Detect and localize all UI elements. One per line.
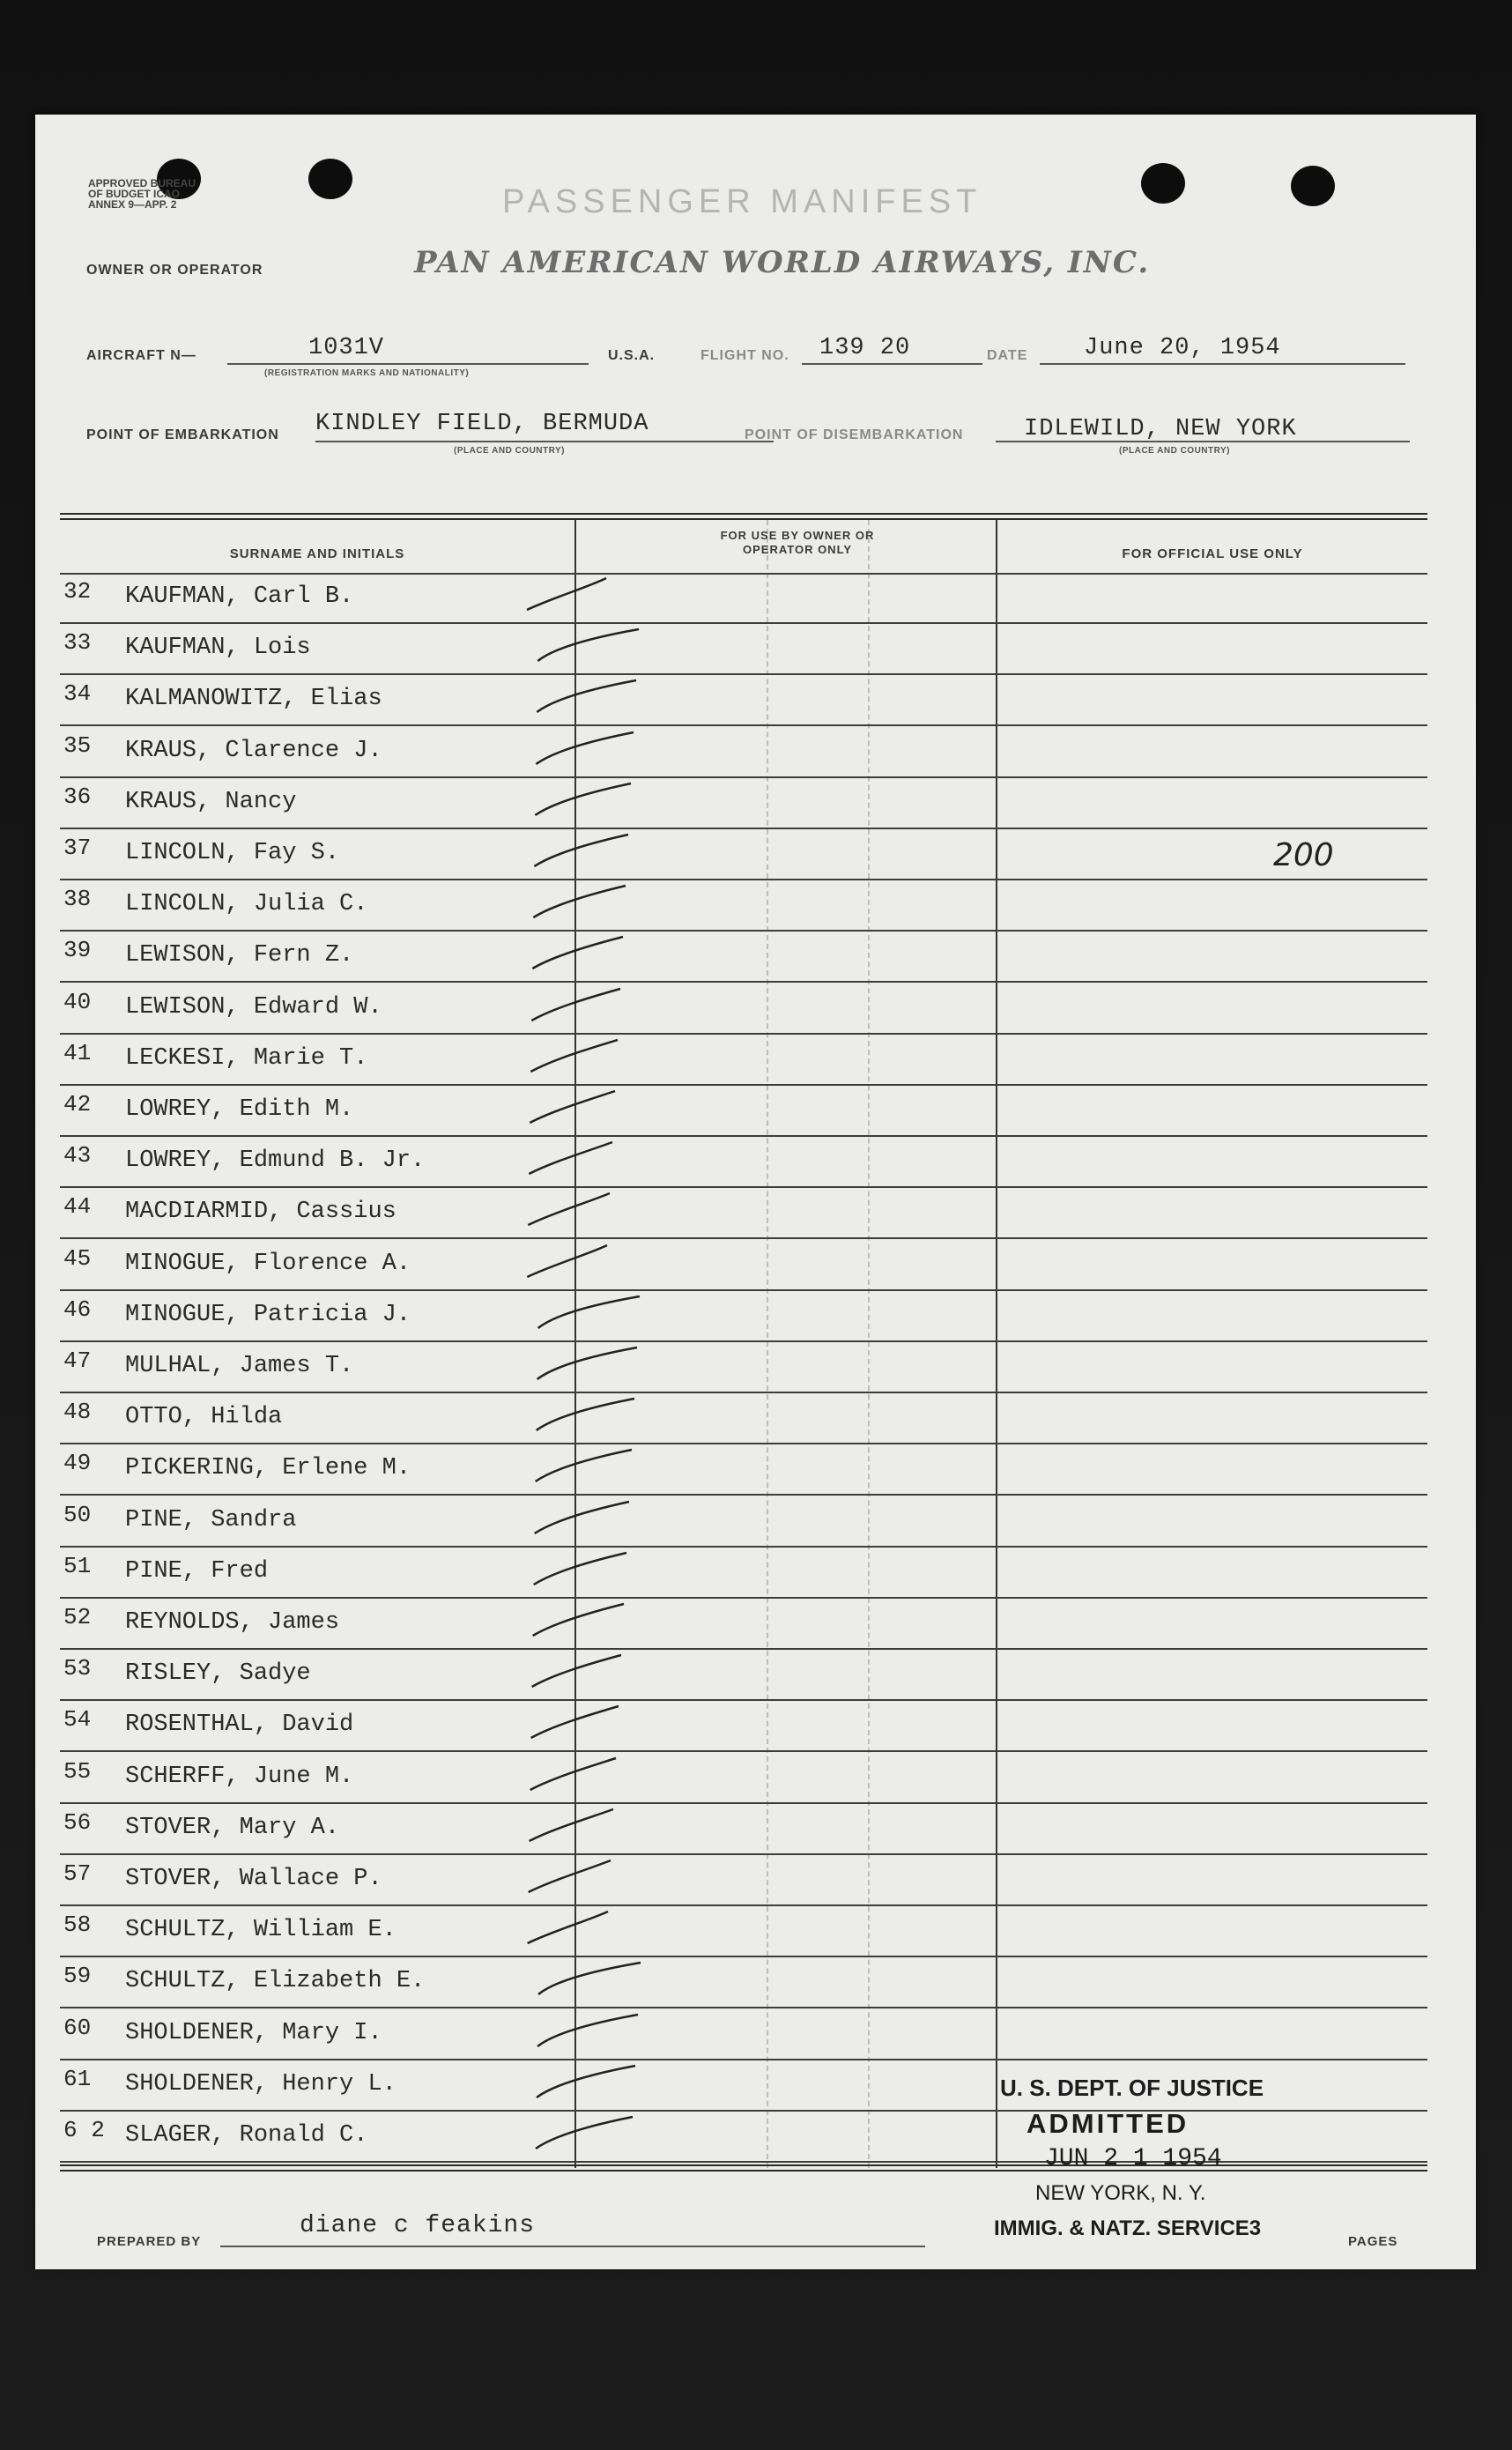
passenger-name: MINOGUE, Florence A.	[125, 1250, 411, 1277]
check-mark-icon	[518, 1853, 659, 1906]
check-mark-icon	[518, 1186, 659, 1239]
aircraft-underline	[227, 363, 589, 365]
row-number: 61	[63, 2065, 92, 2092]
row-number: 45	[63, 1244, 92, 1272]
row-number: 32	[63, 578, 92, 605]
table-row	[60, 2112, 1427, 2163]
check-mark-icon	[518, 1802, 659, 1855]
pages-label: PAGES	[1348, 2234, 1398, 2249]
row-number: 55	[63, 1757, 92, 1785]
row-number: 6 2	[63, 2117, 105, 2143]
date-underline	[1040, 363, 1405, 365]
check-mark-icon	[518, 1904, 659, 1957]
row-number: 41	[63, 1039, 92, 1066]
registration-caption: (REGISTRATION MARKS AND NATIONALITY)	[264, 368, 470, 378]
row-number: 52	[63, 1604, 92, 1630]
table-row	[60, 675, 1427, 726]
row-number: 44	[63, 1193, 92, 1221]
date-value: June 20, 1954	[1084, 335, 1281, 361]
passenger-name: REYNOLDS, James	[125, 1609, 340, 1636]
check-mark-icon	[518, 1238, 659, 1291]
row-number: 54	[63, 1706, 92, 1734]
row-rule	[60, 2161, 1427, 2163]
stamp-date: JUN 2 1 1954	[1044, 2145, 1222, 2172]
passenger-name: RISLEY, Sadye	[125, 1660, 311, 1688]
prepared-by-underline	[220, 2246, 925, 2247]
airline-name: PAN AMERICAN WORLD AIRWAYS, INC.	[414, 245, 1151, 280]
table-row	[60, 1188, 1427, 1239]
table-row	[60, 880, 1427, 932]
check-mark-icon	[518, 1340, 659, 1393]
passenger-name: SHOLDENER, Mary I.	[125, 2019, 382, 2046]
row-number: 36	[63, 783, 92, 810]
table-row	[60, 727, 1427, 778]
embarkation-value: KINDLEY FIELD, BERMUDA	[315, 411, 649, 437]
passenger-name: SLAGER, Ronald C.	[125, 2122, 368, 2149]
disembarkation-label: POINT OF DISEMBARKATION	[745, 427, 964, 442]
row-number: 48	[63, 1399, 92, 1426]
row-number: 51	[63, 1552, 92, 1579]
prepared-by-label: PREPARED BY	[97, 2234, 202, 2249]
table-row	[60, 1548, 1427, 1599]
check-mark-icon	[518, 725, 659, 778]
passenger-name: LINCOLN, Julia C.	[125, 891, 368, 918]
check-mark-icon	[518, 1033, 659, 1086]
passenger-name: STOVER, Wallace P.	[125, 1866, 382, 1892]
stamp-admitted: ADMITTED	[1027, 2108, 1190, 2139]
passenger-name: PINE, Fred	[125, 1557, 269, 1585]
passenger-name: STOVER, Mary A.	[125, 1814, 340, 1841]
punch-hole-icon	[1291, 166, 1335, 206]
row-number: 33	[63, 629, 92, 657]
punch-hole-icon	[1141, 163, 1185, 204]
check-mark-icon	[518, 1135, 659, 1188]
passenger-name: MULHAL, James T.	[125, 1353, 354, 1379]
table-row	[60, 1496, 1427, 1548]
check-mark-icon	[518, 1648, 659, 1701]
passenger-name: LECKESI, Marie T.	[125, 1044, 368, 1072]
aircraft-label: AIRCRAFT N—	[86, 348, 196, 363]
table-row	[60, 2009, 1427, 2060]
row-number: 34	[63, 680, 92, 708]
check-mark-icon	[518, 1289, 659, 1342]
row-number: 49	[63, 1450, 92, 1477]
table-row	[60, 1650, 1427, 1701]
stamp-dept: U. S. DEPT. OF JUSTICE	[1000, 2075, 1264, 2101]
row-number: 35	[63, 731, 92, 759]
check-mark-icon	[518, 982, 659, 1035]
table-row	[60, 1444, 1427, 1496]
date-label: DATE	[987, 348, 1028, 363]
manifest-sheet	[35, 115, 1476, 2269]
passenger-name: MINOGUE, Patricia J.	[125, 1301, 411, 1328]
row-number: 59	[63, 1963, 92, 1990]
check-mark-icon	[518, 1084, 659, 1137]
passenger-name: KRAUS, Clarence J.	[125, 737, 382, 764]
check-mark-icon	[518, 1597, 659, 1650]
table-row	[60, 1137, 1427, 1188]
row-number: 60	[63, 2014, 92, 2041]
table-row	[60, 573, 1427, 624]
disembarkation-underline	[996, 441, 1410, 442]
table-row	[60, 932, 1427, 983]
punch-hole-icon	[308, 159, 352, 199]
passenger-name: PICKERING, Erlene M.	[125, 1455, 411, 1482]
official-note: 200	[1273, 837, 1334, 873]
table-row	[60, 1393, 1427, 1444]
passenger-name: PINE, Sandra	[125, 1506, 297, 1533]
row-number: 46	[63, 1296, 92, 1323]
row-number: 39	[63, 937, 92, 964]
check-mark-icon	[518, 776, 659, 829]
check-mark-icon	[518, 828, 659, 880]
table-row	[60, 1701, 1427, 1752]
row-number: 58	[63, 1912, 92, 1939]
table-bottom-rule	[60, 2164, 1427, 2172]
passenger-name: ROSENTHAL, David	[125, 1711, 354, 1739]
table-row	[60, 829, 1427, 880]
flight-label: FLIGHT NO.	[700, 348, 789, 363]
table-row	[60, 1855, 1427, 1906]
check-mark-icon	[518, 1751, 659, 1804]
aircraft-value: 1031V	[308, 335, 385, 361]
passenger-name: SCHULTZ, Elizabeth E.	[125, 1968, 426, 1995]
check-mark-icon	[518, 1956, 659, 2008]
passenger-name: KAUFMAN, Lois	[125, 635, 311, 662]
check-mark-icon	[518, 571, 659, 624]
passenger-name: LEWISON, Edward W.	[125, 993, 382, 1021]
table-row	[60, 1086, 1427, 1137]
approval-note: APPROVED BUREAU OF BUDGET ICAO ANNEX 9—APP. 2	[88, 177, 196, 211]
check-mark-icon	[518, 622, 659, 675]
owner-label: OWNER OR OPERATOR	[86, 263, 263, 278]
check-mark-icon	[518, 673, 659, 726]
table-row	[60, 778, 1427, 829]
check-mark-icon	[518, 2059, 659, 2112]
check-mark-icon	[518, 2110, 659, 2163]
embarkation-label: POINT OF EMBARKATION	[86, 427, 279, 442]
table-row	[60, 1906, 1427, 1957]
surname-column-header: SURNAME AND INITIALS	[229, 546, 405, 561]
row-number: 42	[63, 1091, 92, 1117]
table-row	[60, 1342, 1427, 1393]
stamp-location: NEW YORK, N. Y.	[1035, 2181, 1206, 2205]
check-mark-icon	[518, 1546, 659, 1599]
table-row	[60, 1240, 1427, 1291]
table-row	[60, 984, 1427, 1035]
embarkation-underline	[315, 441, 774, 442]
row-number: 43	[63, 1142, 92, 1169]
stamp-service: IMMIG. & NATZ. SERVICE3	[994, 2216, 1262, 2240]
table-row	[60, 1957, 1427, 2008]
prepared-by-value: diane c feakins	[300, 2212, 536, 2239]
check-mark-icon	[518, 1699, 659, 1752]
table-row	[60, 1804, 1427, 1855]
disembarkation-value: IDLEWILD, NEW YORK	[1024, 416, 1297, 442]
table-top-rule	[60, 513, 1427, 520]
owner-use-column-header: FOR USE BY OWNER OR OPERATOR ONLY	[720, 529, 875, 556]
table-row	[60, 1599, 1427, 1650]
check-mark-icon	[518, 1495, 659, 1548]
table-row	[60, 1035, 1427, 1086]
embarkation-caption: (PLACE AND COUNTRY)	[454, 446, 565, 456]
check-mark-icon	[518, 2008, 659, 2060]
table-row	[60, 1753, 1427, 1804]
passenger-name: SCHERFF, June M.	[125, 1763, 354, 1790]
usa-label: U.S.A.	[608, 348, 656, 363]
flight-value: 139 20	[819, 335, 911, 361]
passenger-name: KAUFMAN, Carl B.	[125, 583, 354, 610]
passenger-name: OTTO, Hilda	[125, 1404, 283, 1431]
row-number: 47	[63, 1348, 92, 1374]
passenger-name: KALMANOWITZ, Elias	[125, 686, 382, 713]
passenger-name: LOWREY, Edith M.	[125, 1096, 354, 1123]
row-number: 50	[63, 1501, 92, 1528]
row-number: 53	[63, 1655, 92, 1682]
row-number: 57	[63, 1860, 92, 1887]
row-number: 40	[63, 988, 92, 1015]
table-row	[60, 624, 1427, 675]
passenger-name: KRAUS, Nancy	[125, 788, 297, 815]
passenger-name: LEWISON, Fern Z.	[125, 942, 354, 969]
row-number: 37	[63, 835, 92, 861]
passenger-name: LINCOLN, Fay S.	[125, 840, 340, 866]
disembarkation-caption: (PLACE AND COUNTRY)	[1119, 446, 1230, 456]
official-use-column-header: FOR OFFICIAL USE ONLY	[1122, 546, 1303, 561]
passenger-name: LOWREY, Edmund B. Jr.	[125, 1147, 426, 1175]
row-number: 56	[63, 1808, 92, 1836]
table-row	[60, 1291, 1427, 1342]
passenger-name: SCHULTZ, William E.	[125, 1917, 397, 1944]
form-title: PASSENGER MANIFEST	[502, 183, 982, 220]
passenger-name: MACDIARMID, Cassius	[125, 1199, 397, 1226]
check-mark-icon	[518, 1443, 659, 1496]
check-mark-icon	[518, 1392, 659, 1444]
flight-underline	[802, 363, 982, 365]
check-mark-icon	[518, 879, 659, 932]
passenger-name: SHOLDENER, Henry L.	[125, 2070, 397, 2097]
row-number: 38	[63, 886, 92, 913]
check-mark-icon	[518, 930, 659, 983]
